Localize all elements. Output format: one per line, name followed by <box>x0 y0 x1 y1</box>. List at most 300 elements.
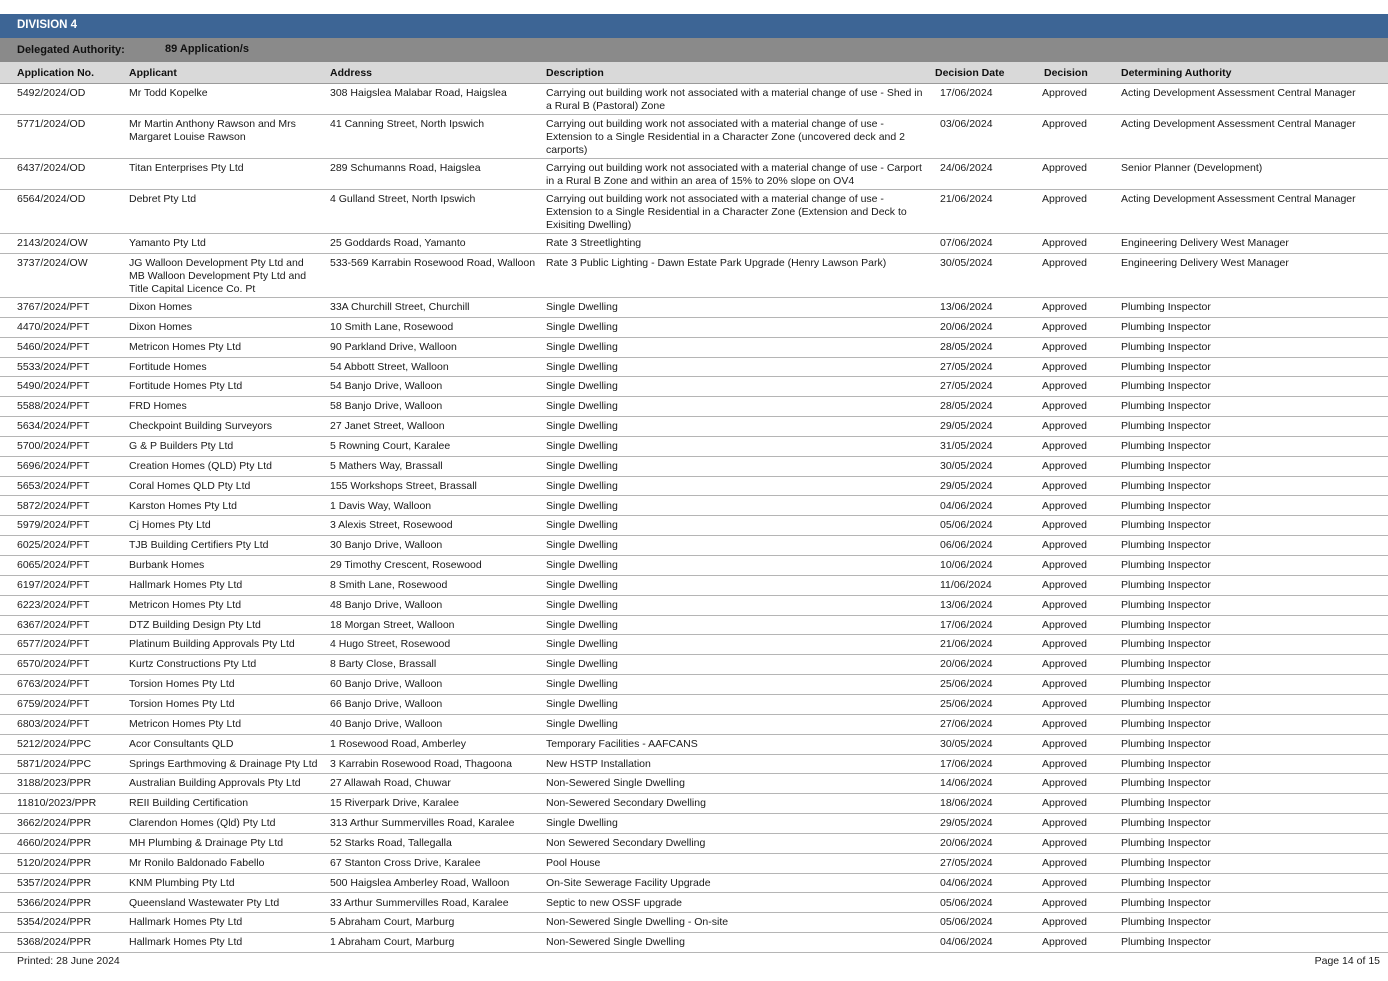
row-decision-date: 29/05/2024 <box>940 479 993 492</box>
row-determining-authority: Plumbing Inspector <box>1121 797 1211 810</box>
row-description: Single Dwelling <box>546 499 618 512</box>
row-decision-date: 31/05/2024 <box>940 439 993 452</box>
table-row <box>0 854 1388 874</box>
row-application-no: 5588/2024/PFT <box>17 400 90 413</box>
row-decision-date: 10/06/2024 <box>940 559 993 572</box>
row-application-no: 6564/2024/OD <box>17 193 86 205</box>
row-application-no: 5700/2024/PFT <box>17 439 90 452</box>
row-address: 25 Goddards Road, Yamanto <box>330 237 466 249</box>
row-decision-date: 20/06/2024 <box>940 658 993 671</box>
row-description: Single Dwelling <box>546 320 618 333</box>
row-applicant: Kurtz Constructions Pty Ltd <box>129 658 257 671</box>
table-row <box>0 397 1388 417</box>
row-application-no: 5357/2024/PPR <box>17 876 92 889</box>
row-address: 155 Workshops Street, Brassall <box>330 479 477 492</box>
row-description: Carrying out building work not associated with a material change of use - Extension to a Single Residential in a Character Zone (Extension and Deck to Exisiting Dwelling) <box>546 193 907 231</box>
row-address: 289 Schumanns Road, Haigslea <box>330 162 481 174</box>
row-decision: Approved <box>1042 757 1087 770</box>
row-address: 1 Davis Way, Walloon <box>330 499 432 512</box>
row-application-no: 5979/2024/PFT <box>17 519 90 532</box>
row-description: Pool House <box>546 856 601 869</box>
row-decision: Approved <box>1042 717 1087 730</box>
row-application-no: 4470/2024/PFT <box>17 320 90 333</box>
row-decision: Approved <box>1042 519 1087 532</box>
row-application-no: 6803/2024/PFT <box>17 717 90 730</box>
row-applicant: Metricon Homes Pty Ltd <box>129 340 242 353</box>
row-address: 18 Morgan Street, Walloon <box>330 618 455 631</box>
row-description: Single Dwelling <box>546 519 618 532</box>
row-application-no: 5533/2024/PFT <box>17 360 90 373</box>
row-address: 67 Stanton Cross Drive, Karalee <box>330 856 481 869</box>
col-decision: Decision <box>1044 67 1088 79</box>
row-determining-authority: Plumbing Inspector <box>1121 777 1211 790</box>
row-application-no: 5366/2024/PPR <box>17 896 92 909</box>
row-decision: Approved <box>1042 797 1087 810</box>
row-address: 3 Alexis Street, Rosewood <box>330 519 453 532</box>
row-application-no: 5871/2024/PPC <box>17 757 92 770</box>
row-determining-authority: Plumbing Inspector <box>1121 618 1211 631</box>
row-applicant: Dixon Homes <box>129 320 193 333</box>
row-decision-date: 14/06/2024 <box>940 777 993 790</box>
table-row <box>0 655 1388 675</box>
row-address: 4 Hugo Street, Rosewood <box>330 638 451 651</box>
row-determining-authority: Plumbing Inspector <box>1121 717 1211 730</box>
row-application-no: 6367/2024/PFT <box>17 618 90 631</box>
table-row <box>0 516 1388 536</box>
row-decision: Approved <box>1042 237 1087 249</box>
row-applicant: Mr Ronilo Baldonado Fabello <box>129 856 265 869</box>
row-address: 1 Rosewood Road, Amberley <box>330 737 466 750</box>
row-description: Non-Sewered Secondary Dwelling <box>546 797 706 810</box>
row-address: 54 Abbott Street, Walloon <box>330 360 449 373</box>
table-row <box>0 457 1388 477</box>
row-description: Single Dwelling <box>546 479 618 492</box>
row-application-no: 5120/2024/PPR <box>17 856 92 869</box>
row-determining-authority: Plumbing Inspector <box>1121 916 1211 929</box>
row-decision: Approved <box>1042 479 1087 492</box>
row-decision: Approved <box>1042 777 1087 790</box>
col-address: Address <box>330 67 373 79</box>
table-row <box>0 377 1388 397</box>
row-address: 1 Abraham Court, Marburg <box>330 936 455 949</box>
row-description: Single Dwelling <box>546 698 618 710</box>
table-row <box>0 755 1388 775</box>
row-address: 4 Gulland Street, North Ipswich <box>330 193 476 205</box>
row-applicant: Checkpoint Building Surveyors <box>129 420 272 433</box>
row-decision: Approved <box>1042 896 1087 909</box>
printed-date: Printed: 28 June 2024 <box>17 955 120 967</box>
row-determining-authority: Plumbing Inspector <box>1121 301 1211 313</box>
row-application-no: 5653/2024/PFT <box>17 479 90 492</box>
row-application-no: 5354/2024/PPR <box>17 916 92 929</box>
row-determining-authority: Plumbing Inspector <box>1121 836 1211 849</box>
row-decision: Approved <box>1042 340 1087 353</box>
authority-header <box>0 38 1388 62</box>
row-decision-date: 03/06/2024 <box>940 118 993 130</box>
row-decision: Approved <box>1042 499 1087 512</box>
row-description: Single Dwelling <box>546 439 618 452</box>
row-decision-date: 29/05/2024 <box>940 817 993 830</box>
row-description: Single Dwelling <box>546 400 618 413</box>
row-decision-date: 06/06/2024 <box>940 539 993 552</box>
row-application-no: 6570/2024/PFT <box>17 658 90 671</box>
row-applicant: Springs Earthmoving & Drainage Pty Ltd <box>129 757 318 770</box>
row-application-no: 6223/2024/PFT <box>17 598 90 611</box>
table-row <box>0 254 1388 298</box>
row-applicant: Mr Martin Anthony Rawson and Mrs Margaret Louise Rawson <box>129 118 296 143</box>
row-determining-authority: Plumbing Inspector <box>1121 320 1211 333</box>
row-applicant: Karston Homes Pty Ltd <box>129 499 237 512</box>
row-decision-date: 04/06/2024 <box>940 499 993 512</box>
row-description: Single Dwelling <box>546 360 618 373</box>
row-address: 533-569 Karrabin Rosewood Road, Walloon <box>330 257 536 269</box>
row-address: 58 Banjo Drive, Walloon <box>330 400 443 413</box>
row-determining-authority: Plumbing Inspector <box>1121 856 1211 869</box>
row-application-no: 5696/2024/PFT <box>17 459 90 472</box>
row-determining-authority: Plumbing Inspector <box>1121 420 1211 433</box>
table-row <box>0 318 1388 338</box>
row-description: Single Dwelling <box>546 598 618 611</box>
row-description: Single Dwelling <box>546 420 618 433</box>
row-description: Single Dwelling <box>546 638 618 651</box>
row-applicant: G & P Builders Pty Ltd <box>129 439 234 452</box>
row-description: Single Dwelling <box>546 817 618 830</box>
row-description: Rate 3 Streetlighting <box>546 237 642 249</box>
table-row <box>0 338 1388 358</box>
row-determining-authority: Plumbing Inspector <box>1121 698 1211 710</box>
row-applicant: Fortitude Homes <box>129 360 207 373</box>
division-title: DIVISION 4 <box>17 19 78 31</box>
table-row <box>0 834 1388 854</box>
row-decision: Approved <box>1042 618 1087 631</box>
table-row <box>0 536 1388 556</box>
row-applicant: Hallmark Homes Pty Ltd <box>129 916 243 929</box>
row-application-no: 6577/2024/PFT <box>17 638 90 651</box>
table-row <box>0 735 1388 755</box>
row-application-no: 4660/2024/PPR <box>17 836 92 849</box>
row-application-no: 5460/2024/PFT <box>17 340 90 353</box>
row-address: 5 Rowning Court, Karalee <box>330 439 451 452</box>
row-determining-authority: Plumbing Inspector <box>1121 519 1211 532</box>
row-determining-authority: Plumbing Inspector <box>1121 380 1211 393</box>
row-decision-date: 27/05/2024 <box>940 856 993 869</box>
row-decision-date: 27/05/2024 <box>940 360 993 373</box>
row-description: Carrying out building work not associated with a material change of use - Shed in a Rural B (Pastoral) Zone <box>546 87 923 112</box>
row-address: 29 Timothy Crescent, Rosewood <box>330 559 482 572</box>
row-application-no: 3737/2024/OW <box>17 257 88 269</box>
row-decision-date: 29/05/2024 <box>940 420 993 433</box>
row-decision: Approved <box>1042 817 1087 830</box>
row-decision-date: 21/06/2024 <box>940 193 993 205</box>
row-decision: Approved <box>1042 87 1087 99</box>
row-decision: Approved <box>1042 162 1087 174</box>
row-determining-authority: Acting Development Assessment Central Manager <box>1121 87 1356 99</box>
row-decision-date: 30/05/2024 <box>940 257 993 269</box>
row-determining-authority: Plumbing Inspector <box>1121 439 1211 452</box>
col-application-no: Application No. <box>17 67 94 79</box>
row-decision: Approved <box>1042 578 1087 591</box>
row-address: 3 Karrabin Rosewood Road, Thagoona <box>330 757 512 770</box>
row-decision-date: 18/06/2024 <box>940 797 993 810</box>
row-decision: Approved <box>1042 459 1087 472</box>
row-applicant: Yamanto Pty Ltd <box>129 237 206 249</box>
table-row <box>0 358 1388 378</box>
row-description: Single Dwelling <box>546 459 618 472</box>
row-determining-authority: Plumbing Inspector <box>1121 598 1211 611</box>
row-decision: Approved <box>1042 658 1087 671</box>
row-decision-date: 17/06/2024 <box>940 87 993 99</box>
table-row <box>0 417 1388 437</box>
row-description: Non Sewered Secondary Dwelling <box>546 836 706 849</box>
row-applicant: Clarendon Homes (Qld) Pty Ltd <box>129 817 276 830</box>
row-applicant: Australian Building Approvals Pty Ltd <box>129 777 301 790</box>
row-decision: Approved <box>1042 737 1087 750</box>
row-decision: Approved <box>1042 876 1087 889</box>
table-row <box>0 695 1388 715</box>
row-applicant: Mr Todd Kopelke <box>129 87 208 99</box>
row-decision-date: 13/06/2024 <box>940 301 993 313</box>
row-description: On-Site Sewerage Facility Upgrade <box>546 876 711 889</box>
row-description: Carrying out building work not associated with a material change of use - Extension to a Single Residential in a Character Zone (uncovered deck and 2 carports) <box>546 118 905 156</box>
row-description: Rate 3 Public Lighting - Dawn Estate Park Upgrade (Henry Lawson Park) <box>546 257 887 269</box>
row-address: 60 Banjo Drive, Walloon <box>330 678 443 691</box>
row-applicant: REII Building Certification <box>129 797 249 810</box>
row-address: 52 Starks Road, Tallegalla <box>330 836 452 849</box>
row-decision-date: 17/06/2024 <box>940 618 993 631</box>
row-determining-authority: Acting Development Assessment Central Manager <box>1121 118 1356 130</box>
row-application-no: 6065/2024/PFT <box>17 559 90 572</box>
row-address: 90 Parkland Drive, Walloon <box>330 340 457 353</box>
row-address: 8 Barty Close, Brassall <box>330 658 437 671</box>
table-row <box>0 675 1388 695</box>
row-application-no: 2143/2024/OW <box>17 237 88 249</box>
row-application-no: 6759/2024/PFT <box>17 698 90 710</box>
row-application-no: 5634/2024/PFT <box>17 420 90 433</box>
row-decision-date: 04/06/2024 <box>940 936 993 949</box>
row-description: Single Dwelling <box>546 717 618 730</box>
row-decision-date: 05/06/2024 <box>940 916 993 929</box>
row-description: Single Dwelling <box>546 301 618 313</box>
row-determining-authority: Plumbing Inspector <box>1121 817 1211 830</box>
row-determining-authority: Plumbing Inspector <box>1121 578 1211 591</box>
row-address: 27 Janet Street, Walloon <box>330 420 445 433</box>
table-row <box>0 894 1388 914</box>
row-decision-date: 30/05/2024 <box>940 737 993 750</box>
row-applicant: Platinum Building Approvals Pty Ltd <box>129 638 295 651</box>
table-row <box>0 933 1388 953</box>
row-decision: Approved <box>1042 856 1087 869</box>
table-row <box>0 715 1388 735</box>
row-determining-authority: Plumbing Inspector <box>1121 479 1211 492</box>
row-description: Single Dwelling <box>546 678 618 691</box>
row-applicant: Metricon Homes Pty Ltd <box>129 717 242 730</box>
table-row <box>0 913 1388 933</box>
row-decision: Approved <box>1042 439 1087 452</box>
row-applicant: FRD Homes <box>129 400 187 413</box>
col-description: Description <box>546 67 604 79</box>
row-applicant: JG Walloon Development Pty Ltd and MB Walloon Development Pty Ltd and Title Capital Licence Co. Pt <box>129 257 307 295</box>
row-description: Septic to new OSSF upgrade <box>546 896 682 909</box>
row-decision-date: 11/06/2024 <box>940 578 992 591</box>
row-applicant: Burbank Homes <box>129 559 205 572</box>
row-address: 30 Banjo Drive, Walloon <box>330 539 443 552</box>
row-decision-date: 05/06/2024 <box>940 519 993 532</box>
row-applicant: Torsion Homes Pty Ltd <box>129 698 235 710</box>
row-decision-date: 05/06/2024 <box>940 896 993 909</box>
table-row <box>0 497 1388 517</box>
row-applicant: Debret Pty Ltd <box>129 193 197 205</box>
row-decision-date: 27/06/2024 <box>940 717 993 730</box>
row-applicant: KNM Plumbing Pty Ltd <box>129 876 235 889</box>
row-description: New HSTP Installation <box>546 757 651 770</box>
row-address: 5 Mathers Way, Brassall <box>330 459 443 472</box>
row-determining-authority: Senior Planner (Development) <box>1121 162 1263 174</box>
row-address: 8 Smith Lane, Rosewood <box>330 578 448 591</box>
table-row <box>0 596 1388 616</box>
row-decision-date: 30/05/2024 <box>940 459 993 472</box>
table-row <box>0 874 1388 894</box>
row-decision-date: 25/06/2024 <box>940 698 993 710</box>
row-address: 33 Arthur Summervilles Road, Karalee <box>330 896 509 909</box>
row-determining-authority: Plumbing Inspector <box>1121 499 1211 512</box>
row-decision: Approved <box>1042 320 1087 333</box>
row-decision: Approved <box>1042 257 1087 269</box>
row-decision: Approved <box>1042 698 1087 710</box>
row-decision: Approved <box>1042 193 1087 205</box>
row-determining-authority: Plumbing Inspector <box>1121 896 1211 909</box>
row-decision-date: 24/06/2024 <box>940 162 993 174</box>
page-number: Page 14 of 15 <box>1314 955 1380 967</box>
row-decision-date: 28/05/2024 <box>940 340 993 353</box>
row-decision: Approved <box>1042 301 1087 313</box>
row-decision-date: 20/06/2024 <box>940 320 993 333</box>
row-determining-authority: Plumbing Inspector <box>1121 638 1211 651</box>
row-address: 54 Banjo Drive, Walloon <box>330 380 443 393</box>
row-determining-authority: Engineering Delivery West Manager <box>1121 257 1289 269</box>
row-determining-authority: Plumbing Inspector <box>1121 539 1211 552</box>
row-determining-authority: Plumbing Inspector <box>1121 757 1211 770</box>
row-address: 27 Allawah Road, Chuwar <box>330 777 451 790</box>
row-description: Single Dwelling <box>546 380 618 393</box>
table-row <box>0 635 1388 655</box>
row-description: Single Dwelling <box>546 578 618 591</box>
table-row <box>0 556 1388 576</box>
row-application-no: 5872/2024/PFT <box>17 499 90 512</box>
row-determining-authority: Plumbing Inspector <box>1121 658 1211 671</box>
row-applicant: Acor Consultants QLD <box>129 737 234 750</box>
row-address: 313 Arthur Summervilles Road, Karalee <box>330 817 515 830</box>
row-applicant: Torsion Homes Pty Ltd <box>129 678 235 691</box>
table-row <box>0 437 1388 457</box>
row-application-no: 3767/2024/PFT <box>17 301 90 313</box>
application-count: 89 Application/s <box>165 43 249 55</box>
row-description: Carrying out building work not associated with a material change of use - Carport in a Rural B Zone and within an area of 15% to 20% slope on OV4 <box>546 162 922 187</box>
table-row <box>0 616 1388 636</box>
row-determining-authority: Engineering Delivery West Manager <box>1121 237 1289 249</box>
table-row <box>0 298 1388 318</box>
row-decision: Approved <box>1042 539 1087 552</box>
row-address: 15 Riverpark Drive, Karalee <box>330 797 459 810</box>
division-header <box>0 14 1388 38</box>
row-determining-authority: Plumbing Inspector <box>1121 459 1211 472</box>
row-description: Single Dwelling <box>546 559 618 572</box>
row-determining-authority: Plumbing Inspector <box>1121 876 1211 889</box>
row-determining-authority: Plumbing Inspector <box>1121 340 1211 353</box>
row-address: 48 Banjo Drive, Walloon <box>330 598 443 611</box>
col-applicant: Applicant <box>129 67 177 79</box>
row-determining-authority: Plumbing Inspector <box>1121 400 1211 413</box>
row-decision: Approved <box>1042 559 1087 572</box>
row-applicant: Fortitude Homes Pty Ltd <box>129 380 243 393</box>
table-row <box>0 576 1388 596</box>
row-decision-date: 20/06/2024 <box>940 836 993 849</box>
row-description: Single Dwelling <box>546 340 618 353</box>
row-applicant: Queensland Wastewater Pty Ltd <box>129 896 280 909</box>
row-decision-date: 13/06/2024 <box>940 598 993 611</box>
row-determining-authority: Plumbing Inspector <box>1121 737 1211 750</box>
row-applicant: TJB Building Certifiers Pty Ltd <box>129 539 269 552</box>
row-address: 10 Smith Lane, Rosewood <box>330 320 454 333</box>
row-applicant: Dixon Homes <box>129 301 193 313</box>
row-decision-date: 25/06/2024 <box>940 678 993 691</box>
row-decision: Approved <box>1042 380 1087 393</box>
col-determining-authority: Determining Authority <box>1121 67 1232 79</box>
row-decision-date: 21/06/2024 <box>940 638 993 651</box>
row-decision-date: 04/06/2024 <box>940 876 993 889</box>
row-applicant: Hallmark Homes Pty Ltd <box>129 936 243 949</box>
row-address: 40 Banjo Drive, Walloon <box>330 717 443 730</box>
table-row <box>0 190 1388 234</box>
row-application-no: 6025/2024/PFT <box>17 539 90 552</box>
row-decision: Approved <box>1042 400 1087 413</box>
row-decision-date: 27/05/2024 <box>940 380 993 393</box>
row-application-no: 5771/2024/OD <box>17 118 86 130</box>
table-row <box>0 159 1388 190</box>
row-determining-authority: Plumbing Inspector <box>1121 936 1211 949</box>
row-address: 500 Haigslea Amberley Road, Walloon <box>330 876 510 889</box>
row-decision: Approved <box>1042 360 1087 373</box>
row-decision: Approved <box>1042 936 1087 949</box>
row-application-no: 6763/2024/PFT <box>17 678 90 691</box>
table-row <box>0 115 1388 159</box>
row-applicant: Coral Homes QLD Pty Ltd <box>129 479 251 492</box>
row-address: 5 Abraham Court, Marburg <box>330 916 455 929</box>
row-description: Single Dwelling <box>546 658 618 671</box>
row-applicant: Titan Enterprises Pty Ltd <box>129 162 244 174</box>
row-applicant: Cj Homes Pty Ltd <box>129 519 211 532</box>
row-description: Temporary Facilities - AAFCANS <box>546 737 698 750</box>
table-row <box>0 84 1388 115</box>
col-decision-date: Decision Date <box>935 67 1005 79</box>
row-application-no: 5368/2024/PPR <box>17 936 92 949</box>
row-decision: Approved <box>1042 836 1087 849</box>
row-address: 66 Banjo Drive, Walloon <box>330 698 443 710</box>
row-application-no: 5212/2024/PPC <box>17 737 92 750</box>
table-row <box>0 794 1388 814</box>
row-application-no: 6437/2024/OD <box>17 162 86 174</box>
row-applicant: DTZ Building Design Pty Ltd <box>129 618 261 631</box>
row-applicant: Creation Homes (QLD) Pty Ltd <box>129 459 272 472</box>
table-row <box>0 774 1388 794</box>
table-header <box>0 62 1388 84</box>
row-decision: Approved <box>1042 638 1087 651</box>
row-address: 41 Canning Street, North Ipswich <box>330 118 485 130</box>
row-description: Non-Sewered Single Dwelling <box>546 777 685 790</box>
row-application-no: 5492/2024/OD <box>17 87 86 99</box>
row-address: 33A Churchill Street, Churchill <box>330 301 470 313</box>
row-decision: Approved <box>1042 598 1087 611</box>
table-row <box>0 234 1388 254</box>
